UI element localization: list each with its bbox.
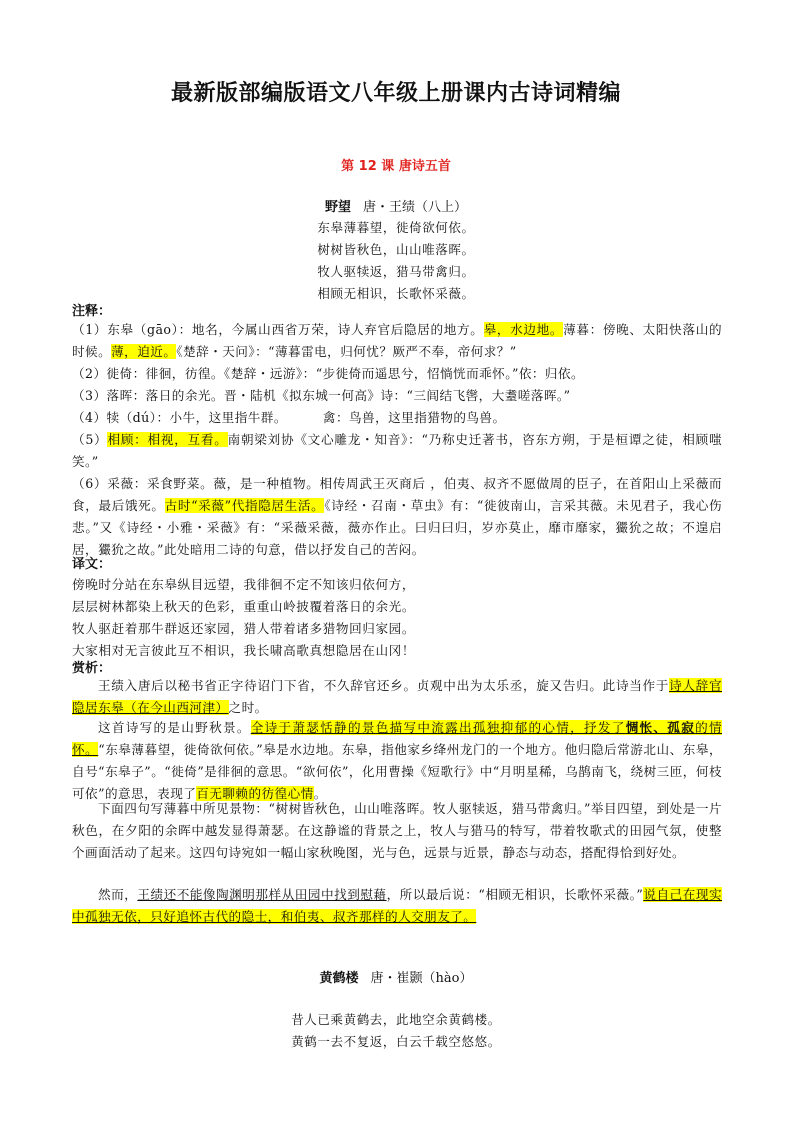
underline-text: 王绩还不能像陶渊明那样从田园中找到慰藉 bbox=[137, 887, 387, 902]
para-text: 。 bbox=[313, 786, 327, 801]
note-2: （2）徙倚：徘徊，彷徨。《楚辞・远游》：“步徙倚而遥思兮，怊惝恍而乖怀。”依：归依。 bbox=[72, 366, 585, 381]
translation-line: 大家相对无言彼此互不相识，我长啸高歌真想隐居在山冈！ bbox=[72, 643, 416, 658]
poem-author: 唐・崔颢（hào） bbox=[370, 971, 473, 986]
poem-line: 黄鹤一去不复返，白云千载空悠悠。 bbox=[291, 1034, 501, 1049]
note-text: （4）犊（dú）：小牛，这里指牛群。 bbox=[72, 410, 287, 425]
highlight: 全诗于萧瑟恬静的景色描写中流露出孤独抑郁的心情，抒发了 bbox=[250, 720, 626, 735]
note-text: （6）采薇：采食野菜。薇，是一种植物。相传周武王灭商后 ，伯夷、叔齐不愿做周的臣子，在首阳山上采薇而食，最后饿死。 bbox=[72, 476, 722, 513]
poem-line: 昔人已乘黄鹤去，此地空余黄鹤楼。 bbox=[291, 1012, 501, 1027]
poem-line: 牧人驱犊返，猎马带禽归。 bbox=[317, 264, 475, 279]
translation-line: 牧人驱赶着那牛群返还家园，猎人带着诸多猎物回归家园。 bbox=[72, 621, 416, 636]
notes-heading: 注释： bbox=[72, 304, 112, 319]
note-text: （5） bbox=[72, 432, 108, 447]
para-text: ，所以最后说：“相顾无相识，长歌怀采薇。” bbox=[386, 887, 644, 902]
note-text: 薄暮：傍晚、太阳快落山的时候。 bbox=[72, 322, 723, 359]
highlight: 皋，水边地。 bbox=[483, 322, 564, 337]
highlight: 说自己在现实中孤独无依，只好追怀古代的隐士，和伯夷、叔齐那样的人交朋友了。 bbox=[72, 887, 723, 924]
note-1 bbox=[72, 319, 722, 363]
para-text: 之时。 bbox=[228, 700, 268, 715]
poem-line: 东皋薄暮望，徙倚欲何依。 bbox=[317, 220, 475, 235]
note-text: 禽：鸟兽，这里指猎物的鸟兽。 bbox=[322, 410, 506, 425]
para-text: 这首诗写的是山野秋景。 bbox=[98, 720, 251, 735]
highlight: 薄，迫近。 bbox=[111, 344, 177, 359]
appreciation-para-1 bbox=[72, 675, 722, 719]
para-text: 然而， bbox=[98, 887, 138, 902]
poem-title: 野望 bbox=[324, 200, 351, 215]
appreciation-para-4 bbox=[72, 884, 722, 928]
note-4 bbox=[72, 407, 722, 429]
poem-line: 相顾无相识，长歌怀采薇。 bbox=[317, 286, 475, 301]
note-text: 《楚辞・天问》：“薄暮雷电，归何忧？厥严不奉，帝何求？” bbox=[176, 344, 517, 359]
translation-heading: 译文： bbox=[72, 557, 112, 572]
appreciation-para-3: 下面四句写薄暮中所见景物：“树树皆秋色，山山唯落晖。牧人驱犊返，猎马带禽归。”举目四望，到处是一片秋色，在夕阳的余晖中越发显得萧瑟。在这静谧的背景之上，牧人与猎马的特写，带着牧歌式的田园气氛，使整个画面活动了起来。这四句诗宛如一幅山家秋晚图，光与色，远景与近景，静态与动态，搭配得恰到好处。 bbox=[72, 801, 722, 860]
document-title: 最新版部编版语文八年级上册课内古诗词精编 bbox=[170, 81, 621, 106]
poem-author: 唐・王绩（八上） bbox=[363, 200, 468, 215]
note-5 bbox=[72, 429, 722, 473]
para-text: 王绩入唐后以秘书省正字待诏门下省，不久辞官还乡。贞观中出为太乐丞，旋又告归。此诗当作于 bbox=[98, 678, 670, 693]
para-text: “东皋薄暮望，徙倚欲何依。”皋是水边地。东皋，指他家乡绛州龙门的一个地方。他归隐后常游北山、东皋，自号“东皋子”。“徙倚”是徘徊的意思。“欲何依”，化用曹操《短歌行》中“月明星稀，乌鹊南飞，绕树三匝，何枝可依”的意思，表现了 bbox=[72, 742, 722, 801]
highlight-bold: 惆怅、孤寂 bbox=[625, 720, 696, 735]
note-text: 南朝梁刘协《文心雕龙・知音》：“乃称史迁著书，咨东方朔，于是桓谭之徒，相顾嗤笑。” bbox=[72, 432, 722, 469]
translation-line: 层层树林都染上秋天的色彩，重重山岭披覆着落日的余光。 bbox=[72, 599, 416, 614]
poem-heading bbox=[0, 967, 792, 986]
lesson-heading: 第 12 课 唐诗五首 bbox=[341, 159, 451, 174]
poem-line: 树树皆秋色，山山唯落晖。 bbox=[317, 242, 475, 257]
highlight: 百无聊赖的彷徨心情 bbox=[196, 786, 314, 801]
note-text: 《诗经・召南・草虫》有：“徙彼南山，言采其薇。未见君子，我心伤悲。”又《诗经・小雅・采薇》有：“采薇采薇，薇亦作止。曰归曰归，岁亦莫止，靡市靡家，玁狁之故；不遑启居，玁狁之故。”此处暗用二诗的句意，借以抒发自己的苦闷。 bbox=[72, 498, 722, 557]
appreciation-para-2 bbox=[72, 717, 722, 805]
note-6 bbox=[72, 473, 722, 561]
note-text: （1）东皋（gāo）：地名，今属山西省万荣，诗人弃官后隐居的地方。 bbox=[72, 322, 484, 337]
highlight: 的情怀。 bbox=[72, 720, 723, 757]
note-3: （3）落晖：落日的余光。晋・陆机《拟东城一何高》诗：“三闾结飞辔，大耋嗟落晖。” bbox=[72, 388, 571, 403]
poem-title: 黄鹤楼 bbox=[319, 971, 359, 986]
highlight: 古时“采薇”代指隐居生活。 bbox=[164, 498, 325, 513]
poem-heading bbox=[0, 196, 792, 215]
translation-line: 傍晚时分站在东皋纵目远望，我徘徊不定不知该归依何方， bbox=[72, 577, 416, 592]
highlight: 相顾：相视，互看。 bbox=[107, 432, 228, 447]
highlight: 诗人辞官隐居东皋（在今山西河津） bbox=[72, 678, 722, 715]
appreciation-heading: 赏析： bbox=[72, 661, 112, 676]
